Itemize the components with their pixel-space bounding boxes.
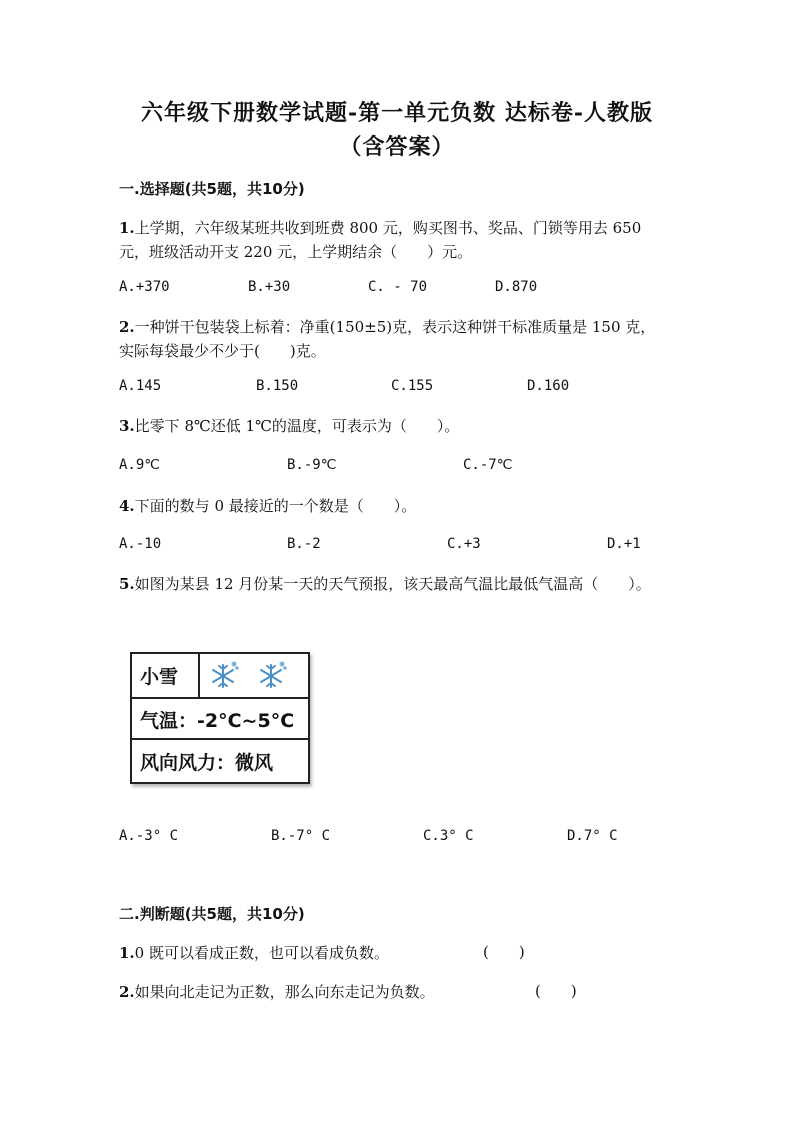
question-2 <box>119 315 699 363</box>
question-text-line: 元，班级活动开支 220 元，上学期结余（ ）元。 <box>119 243 473 261</box>
option-a[interactable]: A.-3° C <box>119 828 179 844</box>
section-heading-choice: 一.选择题(共5题，共10分) <box>119 180 305 198</box>
weather-wind-row <box>132 740 308 780</box>
divider <box>198 654 200 697</box>
answer-blank[interactable]: ( ) <box>535 982 577 1000</box>
option-b[interactable]: B.-2 <box>287 536 321 552</box>
judgment-question-1 <box>119 941 699 965</box>
question-number: 1. <box>119 944 135 962</box>
option-d[interactable]: D.870 <box>495 279 538 295</box>
option-c[interactable]: C.155 <box>391 378 434 394</box>
question-text-line: 一种饼干包装袋上标着：净重(150±5)克，表示这种饼干标准质量是 150 克， <box>134 318 656 336</box>
question-text: 如果向北走记为正数，那么向东走记为负数。 <box>134 983 435 1001</box>
option-a[interactable]: A.9℃ <box>119 457 161 473</box>
question-number: 2. <box>119 318 135 336</box>
question-4 <box>119 494 699 518</box>
weather-forecast-card <box>130 652 310 784</box>
question-text-line: 上学期，六年级某班共收到班费 800 元，购买图书、奖品、门锁等用去 650 <box>134 219 642 237</box>
option-b[interactable]: B.150 <box>256 378 299 394</box>
judgment-question-2 <box>119 980 699 1004</box>
question-text-line: 下面的数与 0 最接近的一个数是（ ）。 <box>134 497 417 515</box>
weather-wind: 风向风力：微风 <box>140 752 274 774</box>
option-c[interactable]: C.-7℃ <box>463 457 513 473</box>
question-3 <box>119 414 699 438</box>
option-d[interactable]: D.160 <box>527 378 570 394</box>
option-a[interactable]: A.-10 <box>119 536 162 552</box>
option-a[interactable]: A.+370 <box>119 279 170 295</box>
page-subtitle: （含答案） <box>339 134 455 160</box>
answer-blank[interactable]: ( ) <box>483 943 525 961</box>
option-b[interactable]: B.+30 <box>248 279 291 295</box>
snowflake-icon <box>206 660 240 690</box>
option-b[interactable]: B.-7° C <box>271 828 331 844</box>
page-title: 六年级下册数学试题-第一单元负数 达标卷-人教版 <box>141 100 653 126</box>
option-c[interactable]: C.+3 <box>447 536 481 552</box>
question-text: 0 既可以看成正数，也可以看成负数。 <box>134 944 389 962</box>
option-b[interactable]: B.-9℃ <box>287 457 337 473</box>
option-d[interactable]: D.7° C <box>567 828 618 844</box>
question-number: 3. <box>119 417 135 435</box>
option-d[interactable]: D.+1 <box>607 536 641 552</box>
question-number: 4. <box>119 497 135 515</box>
weather-condition-row <box>132 654 308 699</box>
question-text-line: 比零下 8℃还低 1℃的温度，可表示为（ ）。 <box>134 417 460 435</box>
question-5 <box>119 572 719 596</box>
option-c[interactable]: C.3° C <box>423 828 474 844</box>
question-text-line: 实际每袋最少不少于( )克。 <box>119 342 326 360</box>
snowflake-icon <box>254 660 288 690</box>
question-number: 1. <box>119 219 135 237</box>
option-a[interactable]: A.145 <box>119 378 162 394</box>
option-c[interactable]: C. - 70 <box>368 279 428 295</box>
weather-temperature: 气温：-2°C~5°C <box>140 710 295 732</box>
question-number: 2. <box>119 983 135 1001</box>
section-heading-judgment: 二.判断题(共5题，共10分) <box>119 905 305 923</box>
weather-condition: 小雪 <box>140 666 179 688</box>
weather-temperature-row <box>132 699 308 740</box>
question-text-line: 如图为某县 12 月份某一天的天气预报，该天最高气温比最低气温高（ ）。 <box>134 575 651 593</box>
question-1 <box>119 216 699 264</box>
question-number: 5. <box>119 575 135 593</box>
